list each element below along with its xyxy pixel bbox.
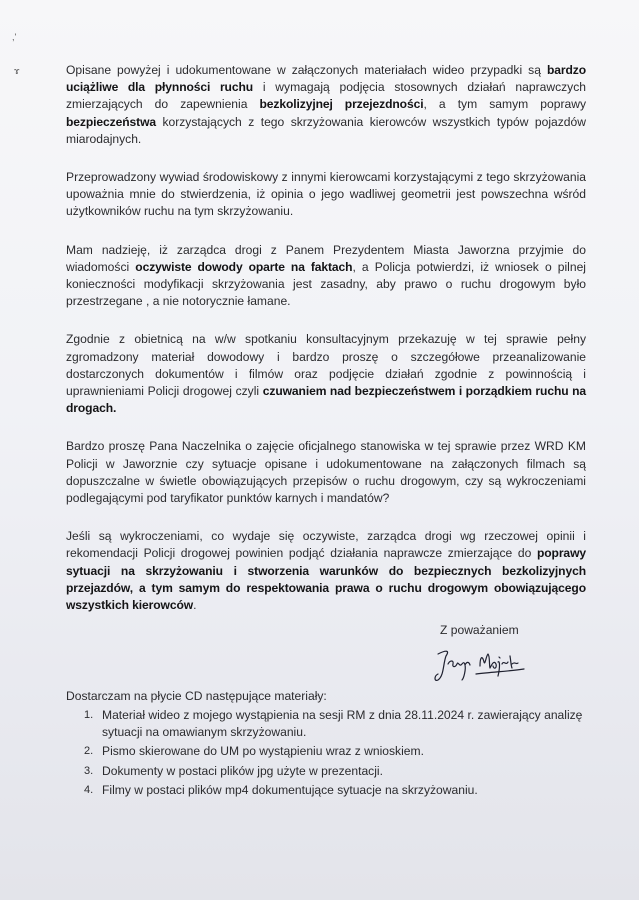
list-number: 4. [84, 783, 94, 796]
paragraph-text: Zgodnie z obietnicą na w/w spotkaniu konsultacyjnym przekazuję w tej sprawie pełny zgromadzony materiał dowodowy i bardzo proszę o szczegółowe przeanalizowanie dostarczonych dokumentów i filmów oraz podjęcie działań zgodnie z powinnością i uprawnieniami Policji drogowej czyli [66, 332, 586, 399]
margin-mark: ɤ [14, 66, 20, 76]
list-number: 2. [84, 745, 94, 758]
margin-mark: ,' [12, 32, 17, 42]
paragraph-text: Mam nadzieję, iż zarządca drogi z Panem Prezydentem Miasta Jaworzna przyjmie do wiadomości [66, 242, 586, 274]
paragraph [66, 438, 586, 507]
closing-salutation: Z poważaniem [440, 623, 519, 637]
emphasized-text: bardzo uciążliwe dla płynności ruchu [66, 63, 586, 95]
paragraph-text: Przeprowadzony wywiad środowiskowy z innymi kierowcami korzystającymi z tego skrzyżowania upoważnia mnie do stwierdzenia, iż opinia o jego wadliwej geometrii jest powszechna wśród użytkowników ruchu na tym skrzyżowaniu. [66, 170, 586, 219]
paragraph [66, 62, 586, 148]
paragraph-text: Opisane powyżej i udokumentowane w załączonych materiałach wideo przypadki są [66, 63, 547, 77]
list-item-text: Dokumenty w postaci plików jpg użyte w prezentacji. [102, 763, 383, 778]
paragraph-text: . [193, 598, 197, 613]
emphasized-text: poprawy sytuacji na skrzyżowaniu i stworzenia warunków do bezpiecznych bezkolizyjnych przejazdów, a tym samym do respektowania prawa o ruchu drogowym obowiązującego wszystkich kierowców [66, 546, 586, 613]
emphasized-text: oczywiste dowody oparte na faktach [135, 259, 353, 274]
list-item-text: Filmy w postaci plików mp4 dokumentujące sytuacje na skrzyżowaniu. [102, 782, 478, 797]
paragraph [66, 331, 586, 417]
paragraph-text: Jeśli są wykroczeniami, co wydaje się oczywiste, zarządca drogi wg rzeczowej opinii i rekomendacji Policji drogowej powinien podjąć działania naprawcze zmierzające do [66, 529, 586, 561]
list-number: 1. [84, 709, 94, 721]
paragraph [66, 242, 586, 311]
list-item-text: Materiał wideo z mojego wystąpienia na sesji RM z dnia 28.11.2024 r. zawierający analizę sytuacji na omawianym skrzyżowaniu. [102, 708, 583, 740]
attachments-intro: Dostarczam na płycie CD następujące materiały: [66, 689, 327, 703]
emphasized-text: bezpieczeństwa [66, 114, 157, 129]
paragraph-text: Bardzo proszę Pana Naczelnika o zajęcie oficjalnego stanowiska w tej sprawie przez WRD KM Policji w Jaworznie czy sytuacje opisane i udokumentowane na załączonych filmach są dopuszczalne w świetle obowiązujących przepisów o ruchu drogowym, czy są wykroczeniami podlegającymi pod taryfikator punktów karnych i mandatów? [66, 439, 586, 506]
list-item [66, 743, 586, 760]
emphasized-text: czuwaniem nad bezpieczeństwem i porządkiem ruchu na drogach. [66, 384, 586, 416]
paragraph-text: korzystających z tego skrzyżowania kierowców wszystkich typów pojazdów miarodajnych. [66, 114, 586, 146]
list-item [66, 763, 586, 780]
paragraph-text: , a tym samym poprawy [423, 97, 586, 112]
letter-body [66, 62, 586, 635]
list-item-text: Pismo skierowane do UM po wystąpieniu wraz z wnioskiem. [102, 744, 424, 759]
list-item [66, 707, 586, 741]
handwritten-signature [432, 644, 548, 684]
attachments-list [66, 707, 586, 801]
paragraph-text: i wymagają podjęcia stosownych działań naprawczych zmierzających do zapewnienia [66, 80, 587, 112]
list-number: 3. [84, 764, 94, 777]
paragraph [66, 528, 586, 614]
paragraph-text: , a Policja potwierdzi, iż wniosek o pilnej konieczności modyfikacji skrzyżowania jest zasadny, aby prawo o ruchu drogowym było przestrzegane , a nie notorycznie łamane. [66, 259, 586, 309]
emphasized-text: bezkolizyjnej przejezdności [259, 97, 424, 112]
list-item [66, 782, 586, 799]
paragraph [66, 169, 586, 221]
